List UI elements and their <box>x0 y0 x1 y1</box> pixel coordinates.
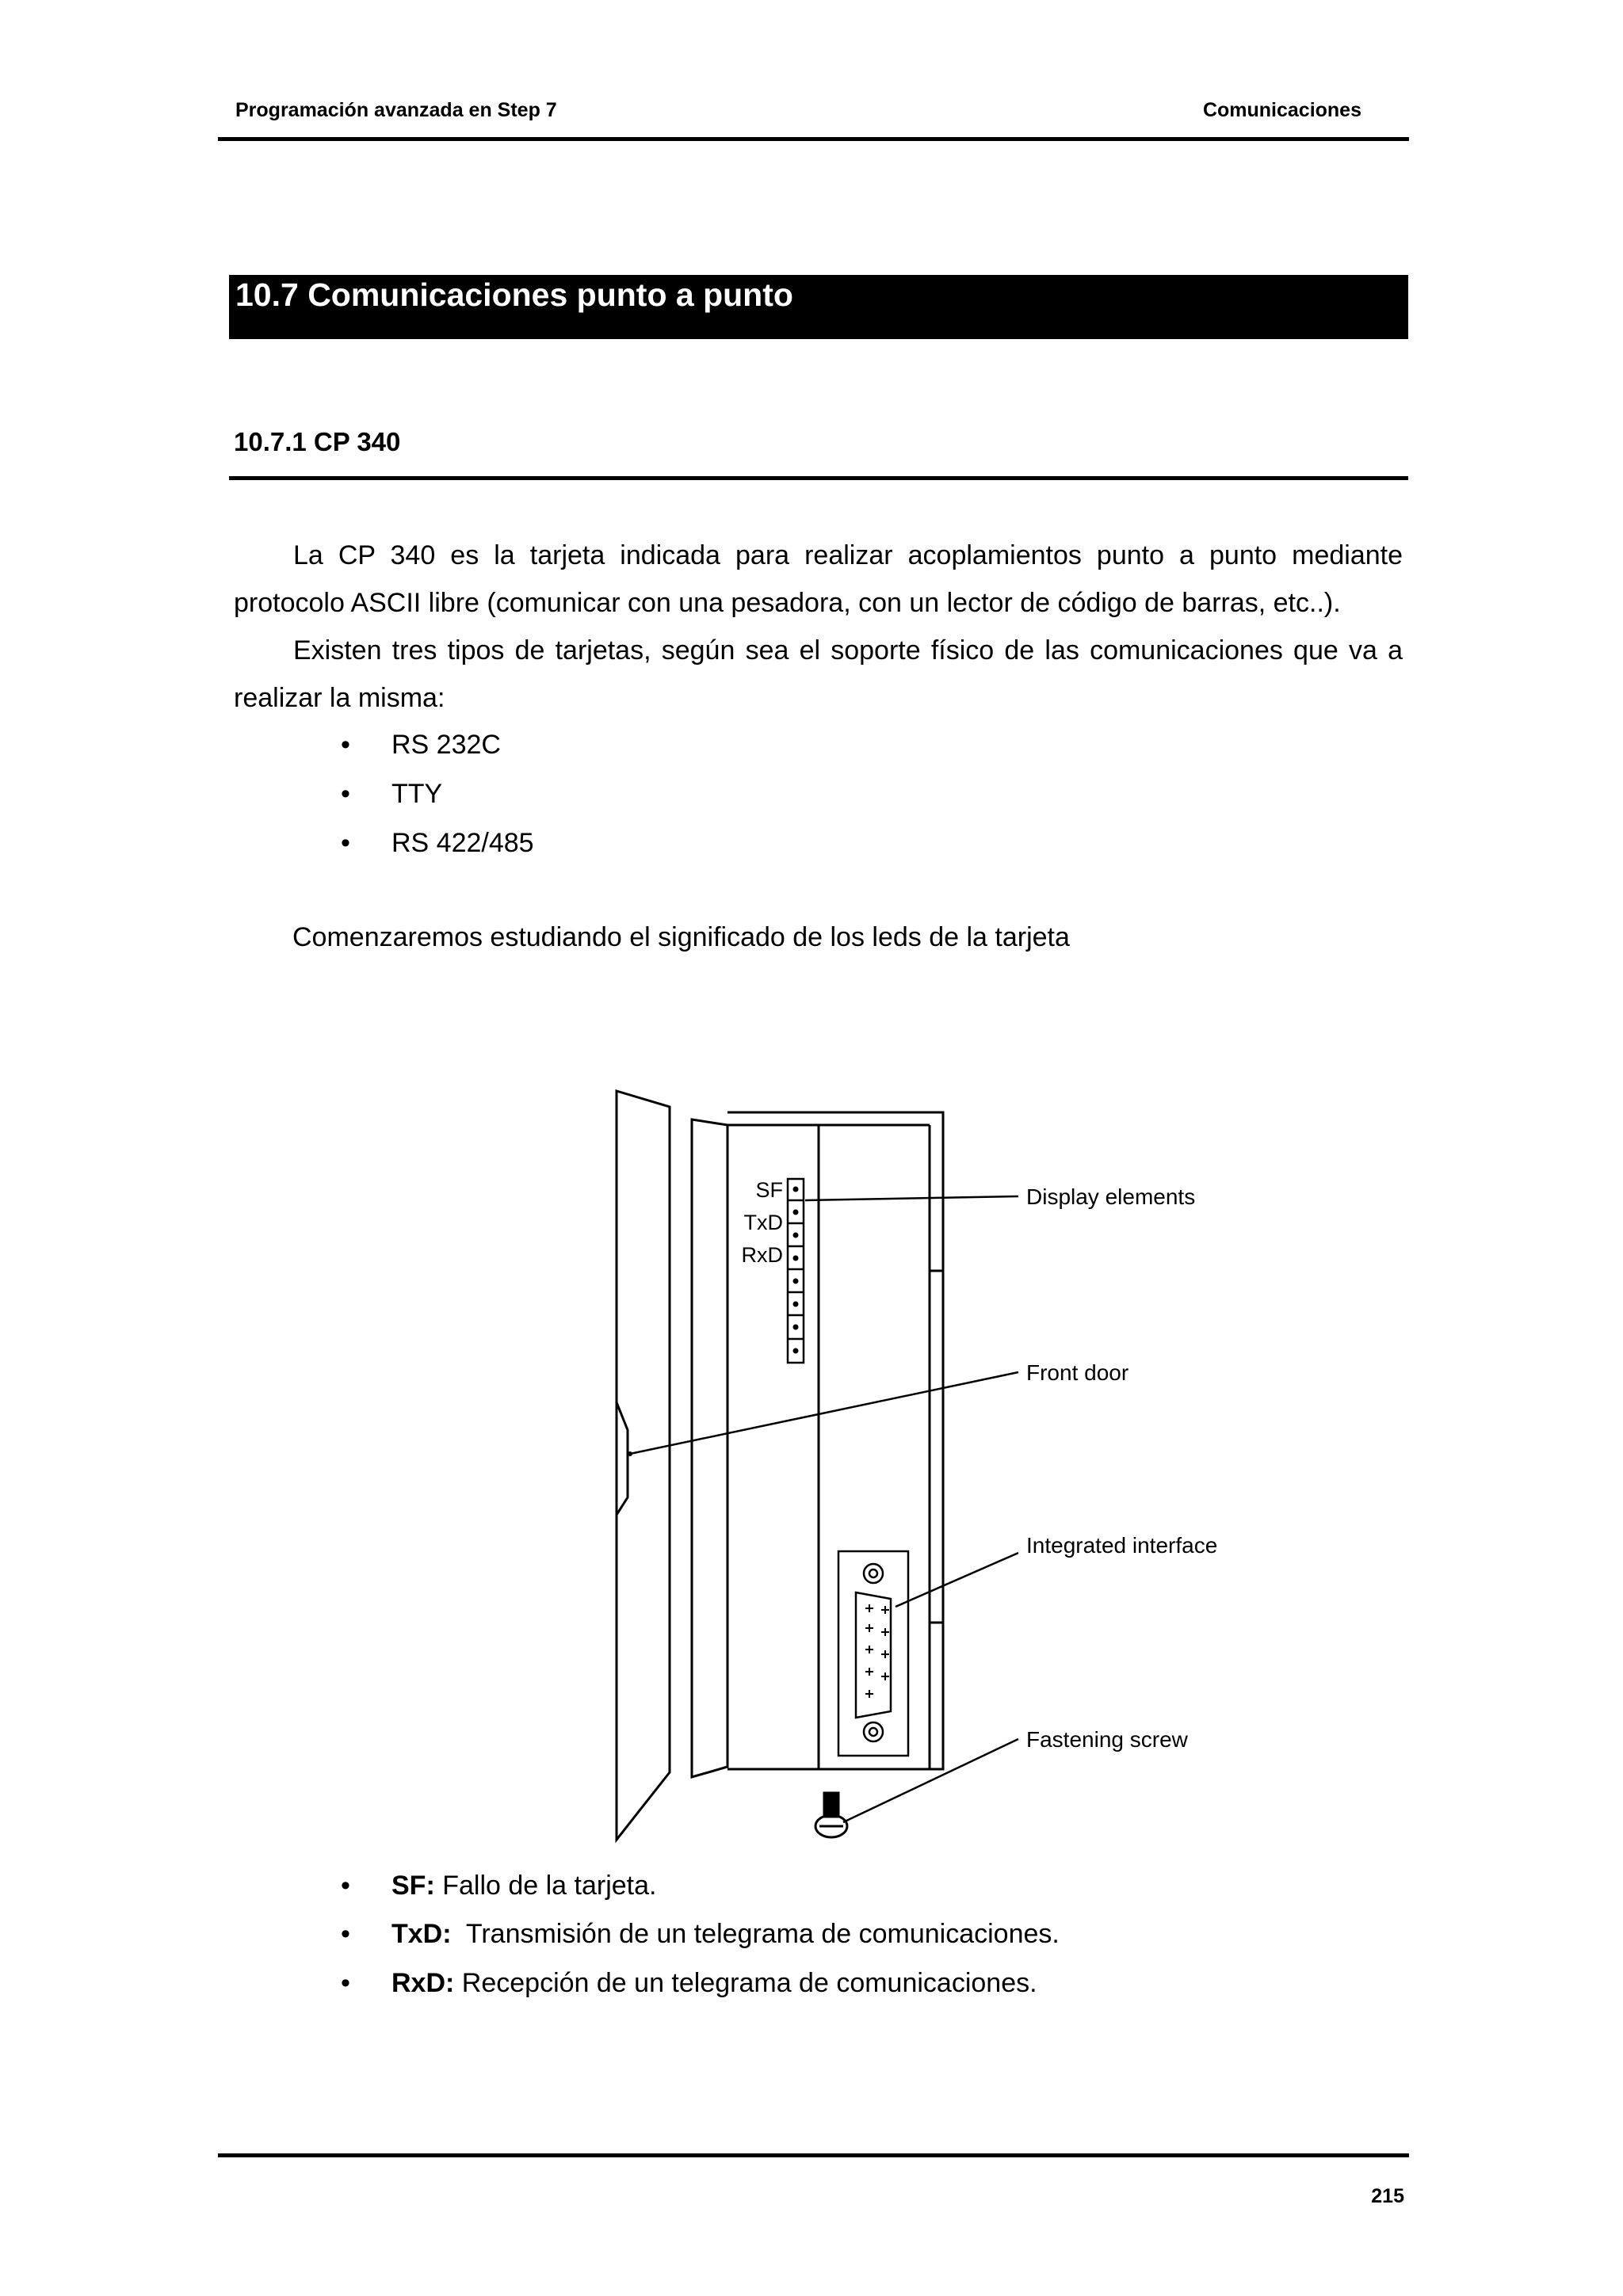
callout-front-door: Front door <box>1026 1360 1129 1385</box>
callout-integrated-interface: Integrated interface <box>1026 1533 1218 1558</box>
bullet-icon: • <box>341 730 350 760</box>
legend-term: TxD: <box>391 1919 452 1949</box>
section-heading: 10.7 Comunicaciones punto a punto <box>229 275 1408 339</box>
legend-desc: Recepción de un telegrama de comunicaciones. <box>454 1968 1037 1998</box>
list-item-text <box>391 1918 1060 1950</box>
led-label-rxd: RxD <box>741 1243 783 1267</box>
header-rule <box>218 137 1409 141</box>
list-item-text: RS 232C <box>391 730 501 760</box>
legend-term: SF: <box>391 1871 435 1901</box>
led-label-sf: SF <box>755 1178 783 1202</box>
paragraph-types-line1: Existen tres tipos de tarjetas, según sea el soporte físico de las comunicaciones que va a <box>293 635 1403 666</box>
fastening-screw-icon <box>815 1793 847 1837</box>
legend-desc: Transmisión de un telegrama de comunicaciones. <box>451 1919 1060 1949</box>
legend-desc: Fallo de la tarjeta. <box>434 1871 657 1901</box>
running-header-right: Comunicaciones <box>1202 99 1361 121</box>
footer-rule <box>218 2153 1409 2157</box>
callout-fastening-screw: Fastening screw <box>1026 1727 1188 1752</box>
list-item-text: TTY <box>391 779 443 809</box>
cp340-module-figure <box>586 1077 1300 1854</box>
paragraph-intro-line2: protocolo ASCII libre (comunicar con una pesadora, con un lector de código de barras, etc..). <box>234 588 1341 618</box>
bullet-icon: • <box>341 828 350 858</box>
subsection-heading: 10.7.1 CP 340 <box>234 427 401 456</box>
bullet-icon: • <box>341 1871 350 1901</box>
list-item-text <box>391 1870 656 1901</box>
bullet-icon: • <box>341 1919 350 1949</box>
paragraph-types-line2: realizar la misma: <box>234 683 445 713</box>
list-item-text: RS 422/485 <box>391 828 534 858</box>
bullet-icon: • <box>341 779 350 809</box>
bullet-icon: • <box>341 1968 350 1998</box>
page-number: 215 <box>1371 2185 1404 2207</box>
list-item-text <box>391 1967 1037 1999</box>
running-header-left: Programación avanzada en Step 7 <box>235 99 557 121</box>
legend-term: RxD: <box>391 1968 455 1998</box>
subsection-rule <box>229 476 1408 480</box>
callout-display-elements: Display elements <box>1026 1184 1196 1209</box>
paragraph-leds: Comenzaremos estudiando el significado de los leds de la tarjeta <box>292 922 1070 952</box>
led-label-txd: TxD <box>743 1211 783 1234</box>
paragraph-intro-line1: La CP 340 es la tarjeta indicada para realizar acoplamientos punto a punto mediante <box>293 540 1403 570</box>
